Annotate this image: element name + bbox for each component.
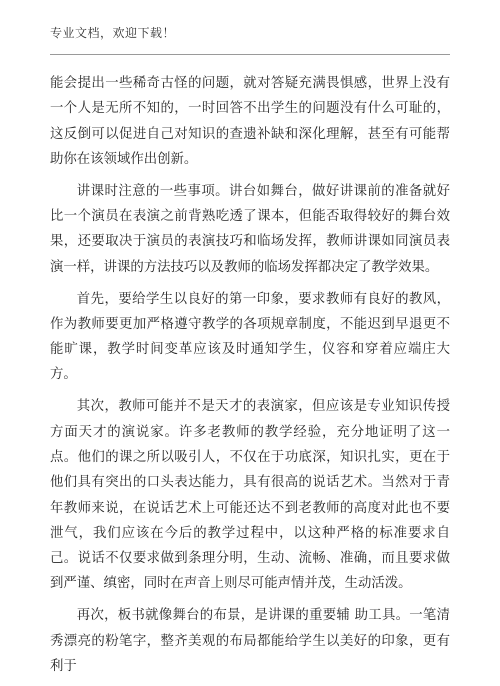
header-divider xyxy=(50,54,450,55)
page-header: 专业文档，欢迎下载！ xyxy=(50,26,176,40)
paragraph-blackboard: 再次，板书就像舞台的布景，是讲课的重要辅 助工具。一笔清秀漂亮的粉笔字，整齐美观的布局都能给学生以美好的印象，更有利于 xyxy=(50,608,450,674)
paragraph-continued: 能会提出一些稀奇古怪的问题，就对答疑充满畏惧感，世界上没有一个人是无所不知的，一时回答不出学生的问题没有什么可耻的，这反倒可以促进自己对知识的查遗补缺和深化理解，甚至有可能帮助你在该领域作出创新。 xyxy=(50,76,450,167)
paragraph-first-impression: 首先，要给学生以良好的第一印象，要求教师有良好的教风，作为教师要更加严格遵守教学的各项规章制度，不能迟到早退更不能旷课，教学时间变革应该及时通知学生，仪容和穿着应端庄大方。 xyxy=(50,291,450,383)
paragraph-speech-art: 其次，教师可能并不是天才的表演家，但应该是专业知识传授方面天才的演说家。许多老教师的教学经验，充分地证明了这一点。他们的课之所以吸引人，不仅在于功底深，知识扎实，更在于他们具有突出的口头表达能力，具有很高的说话艺术。当然对于青年教师来说，在说话艺术上可能还达不到老教师的高度对此也不要泄气，我们应该在今后的教学过程中，以这种严格的标准要求自己。说话不仅要求做到条理分明，生动、流畅、准确，而且要求做到严谨、缜密，同时在声音上则尽可能声情并茂，生动活泼。 xyxy=(50,399,450,592)
paragraph-lecture-notes: 讲课时注意的一些事项。讲台如舞台，做好讲课前的准备就好比一个演员在表演之前背熟吃透了课本，但能否取得较好的舞台效果，还要取决于演员的表演技巧和临场发挥，教师讲课如同演员表演一样，讲课的方法技巧以及教师的临场发挥都决定了教学效果。 xyxy=(50,183,450,275)
document-body xyxy=(50,71,450,686)
